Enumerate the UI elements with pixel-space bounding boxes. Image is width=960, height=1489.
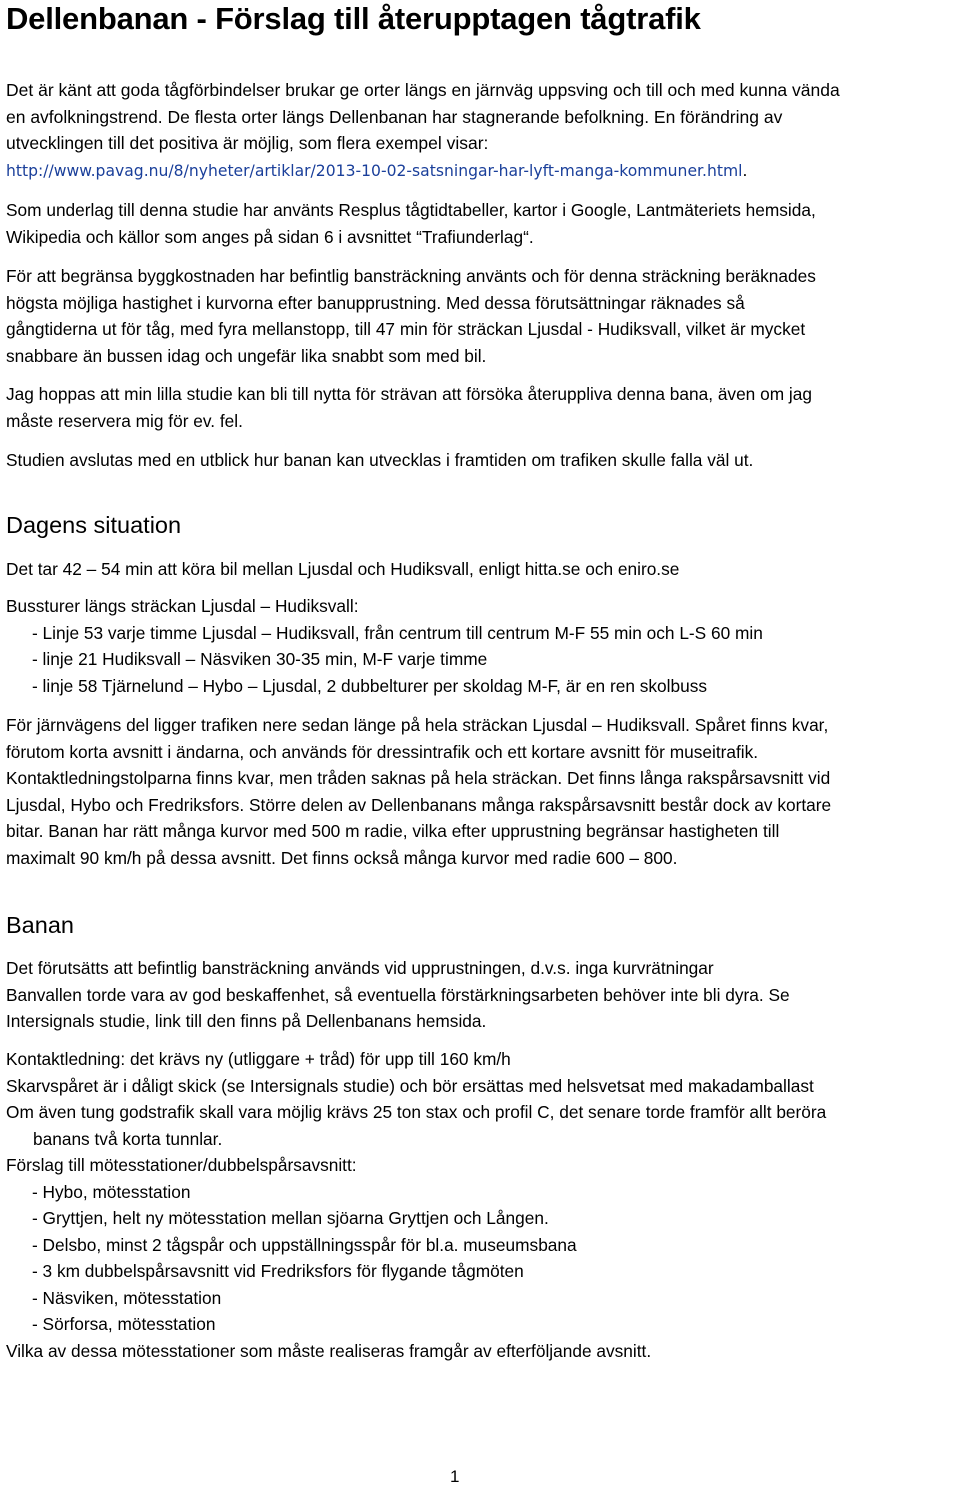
text-line: Det tar 42 – 54 min att köra bil mellan Ljusdal och Hudiksvall, enligt hitta.se och eniro.se — [6, 559, 680, 579]
text-line: Ljusdal, Hybo och Fredriksfors. Större delen av Dellenbanans många rakspårsavsnitt består dock av kortare — [6, 794, 832, 815]
text-line: Som underlag till denna studie har använts Resplus tågtidtabeller, kartor i Google, Lantmäteriets hemsida, — [6, 200, 816, 220]
text-line: bitar. Banan har rätt många kurvor med 500 m radie, vilka efter upprustning begränsar hastigheten till — [6, 821, 780, 841]
list-item: - linje 58 Tjärnelund – Hybo – Ljusdal, 2 dubbelturer per skoldag M-F, är en ren skolbuss — [32, 675, 707, 696]
intro-paragraph — [6, 77, 960, 184]
hopp-paragraph — [6, 381, 960, 434]
text-line: banans två korta tunnlar. — [33, 1128, 223, 1149]
list-item: - linje 21 Hudiksvall – Näsviken 30-35 min, M-F varje timme — [32, 649, 488, 669]
text-line: Det förutsätts att befintlig bansträckning används vid upprustningen, d.v.s. inga kurvrätningar — [6, 958, 714, 978]
text-line: Wikipedia och källor som anges på sidan 6 i avsnittet “Trafiunderlag“. — [6, 226, 534, 247]
text-line: Studien avslutas med en utblick hur banan kan utvecklas i framtiden om trafiken skulle falla väl ut. — [6, 450, 754, 470]
text-line: måste reservera mig för ev. fel. — [6, 410, 243, 431]
text-line: Om även tung godstrafik skall vara möjlig krävs 25 ton stax och profil C, det senare torde framför allt beröra — [6, 1102, 827, 1122]
text-line: förutom korta avsnitt i ändarna, och används för dressintrafik och ett kortare avsnitt för museitrafik. — [6, 741, 759, 762]
list-item: - Linje 53 varje timme Ljusdal – Hudiksvall, från centrum till centrum M-F 55 min och L-S 60 min — [32, 622, 763, 643]
list-item: - Sörforsa, mötesstation — [32, 1314, 216, 1334]
text-line: För att begränsa byggkostnaden har befintlig bansträckning använts och för denna sträckning beräknades — [6, 266, 816, 286]
intro-link-line — [6, 157, 960, 185]
text-line: Banvallen torde vara av god beskaffenhet, så eventuella förstärkningsarbeten behöver inte bli dyra. Se — [6, 984, 790, 1005]
jarnvag-paragraph — [6, 712, 960, 871]
underlag-paragraph — [6, 197, 960, 250]
banan-block-2 — [6, 1046, 960, 1364]
intro-line: utvecklingen till det positiva är möjlig, som flera exempel visar: — [6, 133, 489, 153]
list-item: - Näsviken, mötesstation — [32, 1287, 222, 1308]
list-heading: Bussturer längs sträckan Ljusdal – Hudiksvall: — [6, 596, 359, 616]
page-number: 1 — [450, 1467, 460, 1486]
banan-block-1 — [6, 955, 960, 1035]
intro-line: Det är känt att goda tågförbindelser brukar ge orter längs en järnväg uppsving och till och med kunna vända — [6, 80, 840, 100]
list-item: - Hybo, mötesstation — [32, 1181, 191, 1202]
page-title: Dellenbanan - Förslag till återupptagen tågtrafik — [6, 1, 701, 36]
text-line: För järnvägens del ligger trafiken nere sedan länge på hela sträckan Ljusdal – Hudiksvall. Spåret finns kvar, — [6, 715, 829, 735]
text-line: Vilka av dessa mötesstationer som måste realiseras framgår av efterföljande avsnitt. — [6, 1340, 652, 1361]
text-line: Kontaktledningstolparna finns kvar, men tråden saknas på hela sträckan. Det finns långa rakspårsavsnitt vid — [6, 768, 831, 788]
source-link-part2[interactable]: nu/8/nyheter/artiklar/2013-10-02-satsningar-har-lyft-manga-kommuner.html — [148, 161, 743, 180]
avslut-paragraph — [6, 447, 960, 474]
text-line: maximalt 90 km/h på dessa avsnitt. Det finns också många kurvor med radie 600 – 800. — [6, 847, 678, 868]
text-line: gångtiderna ut för tåg, med fyra mellanstopp, till 47 min för sträckan Ljusdal - Hudiksvall, vilket är mycket — [6, 319, 806, 339]
bil-paragraph — [6, 556, 960, 583]
section-heading-banan: Banan — [6, 912, 74, 938]
list-item: - Delsbo, minst 2 tågspår och uppställningsspår för bl.a. museumsbana — [32, 1234, 577, 1255]
text-line: Jag hoppas att min lilla studie kan bli till nytta för strävan att försöka återuppliva denna bana, även om jag — [6, 384, 812, 404]
list-item: - Gryttjen, helt ny mötesstation mellan sjöarna Gryttjen och Lången. — [32, 1208, 549, 1228]
text-line: Kontaktledning: det krävs ny (utliggare + tråd) för upp till 160 km/h — [6, 1049, 511, 1069]
text-line: snabbare än bussen idag och ungefär lika snabbt som med bil. — [6, 345, 487, 366]
list-heading: Förslag till mötesstationer/dubbelspårsavsnitt: — [6, 1155, 357, 1175]
intro-line: en avfolkningstrend. De flesta orter längs Dellenbanan har stagnerande befolkning. En förändring av — [6, 106, 783, 127]
buss-list — [6, 593, 960, 699]
list-item: - 3 km dubbelspårsavsnitt vid Fredriksfors för flygande tågmöten — [32, 1261, 524, 1281]
text-line: Skarvspåret är i dåligt skick (se Intersignals studie) och bör ersättas med helsvetsat med makadamballast — [6, 1075, 814, 1096]
text-line: Intersignals studie, link till den finns på Dellenbanans hemsida. — [6, 1011, 487, 1031]
source-link-part1[interactable]: http://www.pavag. — [6, 161, 149, 180]
section-heading-dagens: Dagens situation — [6, 512, 182, 538]
link-period: . — [742, 159, 748, 180]
byggkostnad-paragraph — [6, 263, 960, 369]
text-line: högsta möjliga hastighet i kurvorna efter banupprustning. Med dessa förutsättningar räknades så — [6, 292, 745, 313]
